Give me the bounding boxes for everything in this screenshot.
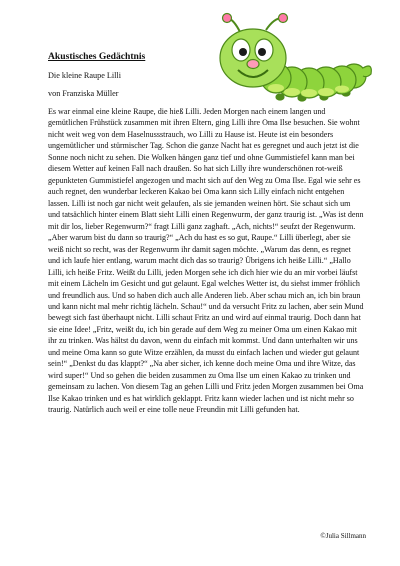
story-title: Die kleine Raupe Lilli (48, 71, 121, 80)
caterpillar-icon (196, 10, 376, 108)
story-text: Es war einmal eine kleine Raupe, die hieß Lilli. Jeden Morgen nach einem langen und gemütlichen Frühstück zusammen mit ihren Eltern, ging Lilli ihre Oma Ilse besuchen. Sie wohnt nicht weit weg von dem Haselnussstrauch, wo Lilli zu Hause ist. Heute ist ein besonders ungemütlicher und stürmischer Tag. Schon die ganze Nacht hat es geregnet und auch jetzt ist die Sonne noch nicht zu sehen. Die Wolken hängen ganz tief und ohne Gummistiefel kann man bei diesem Wetter auf keinen Fall nach draußen. So hat sich Lilly ihre wunderschönen rot-weiß gepunkteten Gummistiefel angezogen und macht sich auf den Weg zu Oma Ilse. Egal wie sehr es auch regnet, den wunderbar leckeren Kakao bei Oma kann sich Lilly einfach nicht entgehen lassen. Lilli ist noch gar nicht weit gelaufen, als sie jemanden weinen hört. Sie schaut sich um und tatsächlich hinter einem Blatt sieht Lilli einen Regenwurm, der ganz traurig ist. „Was ist denn mit dir los, lieber Regenwurm?“ fragt Lilli ganz zaghaft. „Ach, nichts!“ seufzt der Regenwurm. „Aber warum bist du dann so traurig?“ „Ach du hast es so gut, Raupe.“ Lilli überlegt, aber sie weiß nicht so recht, was der Regenwurm ihr damit sagen möchte. „Warum das denn, es regnet und ich laufe hier entlang, warum macht dich das so traurig? Übrigens ich heiße Lilli.“ „Hallo Lilli, ich heiße Fritz. Weißt du Lilli, jeden Morgen sehe ich dich hier wie du an mir vorbei läufst mit einem Lächeln im Gesicht und gut gelaunt. Egal welches Wetter ist, du siehst immer fröhlich und freundlich aus. Und so haben dich auch alle Anderen lieb. Aber schau mich an, ich bin braun und kann nicht mal mehr richtig lächeln. Schau!“ und da versucht Fritz zu lachen, aber sein Mund bewegt sich fast überhaupt nicht. Lilli schaut Fritz an und wird auf einmal traurig. Doch dann hat sie eine Idee! „Fritz, weißt du, ich bin gerade auf dem Weg zu meiner Oma um einen Kakao mit ihr zu trinken. Was hältst du davon, wenn du einfach mit kommst. Und dann unterhalten wir uns und meine Oma kann so gute Witze erzählen, da musst du einfach lachen und wieder gut gelaunt sein!“ „Denkst du das klappt?“ „Na aber sicher, ich kenne doch meine Oma und ihre Witze, das wird super!“ Und so gehen die beiden zusammen zu Oma Ilse um einen Kakao zu trinken und gemeinsam zu lachen. Von diesem Tag an gehen Lilli und Fritz jeden Morgen zusammen bei Oma Ilse Kakao trinken und es hat wirklich geklappt. Fritz kann wieder lachen und ist nicht mehr so traurig. Natürlich auch weil er eine tolle neue Freundin mit Lilli gefunden hat. (48, 107, 364, 415)
author-line: von Franziska Müller (48, 89, 119, 98)
copyright-notice: ©Julia Sillmann (320, 532, 366, 540)
page-title: Akustisches Gedächtnis (48, 51, 146, 62)
